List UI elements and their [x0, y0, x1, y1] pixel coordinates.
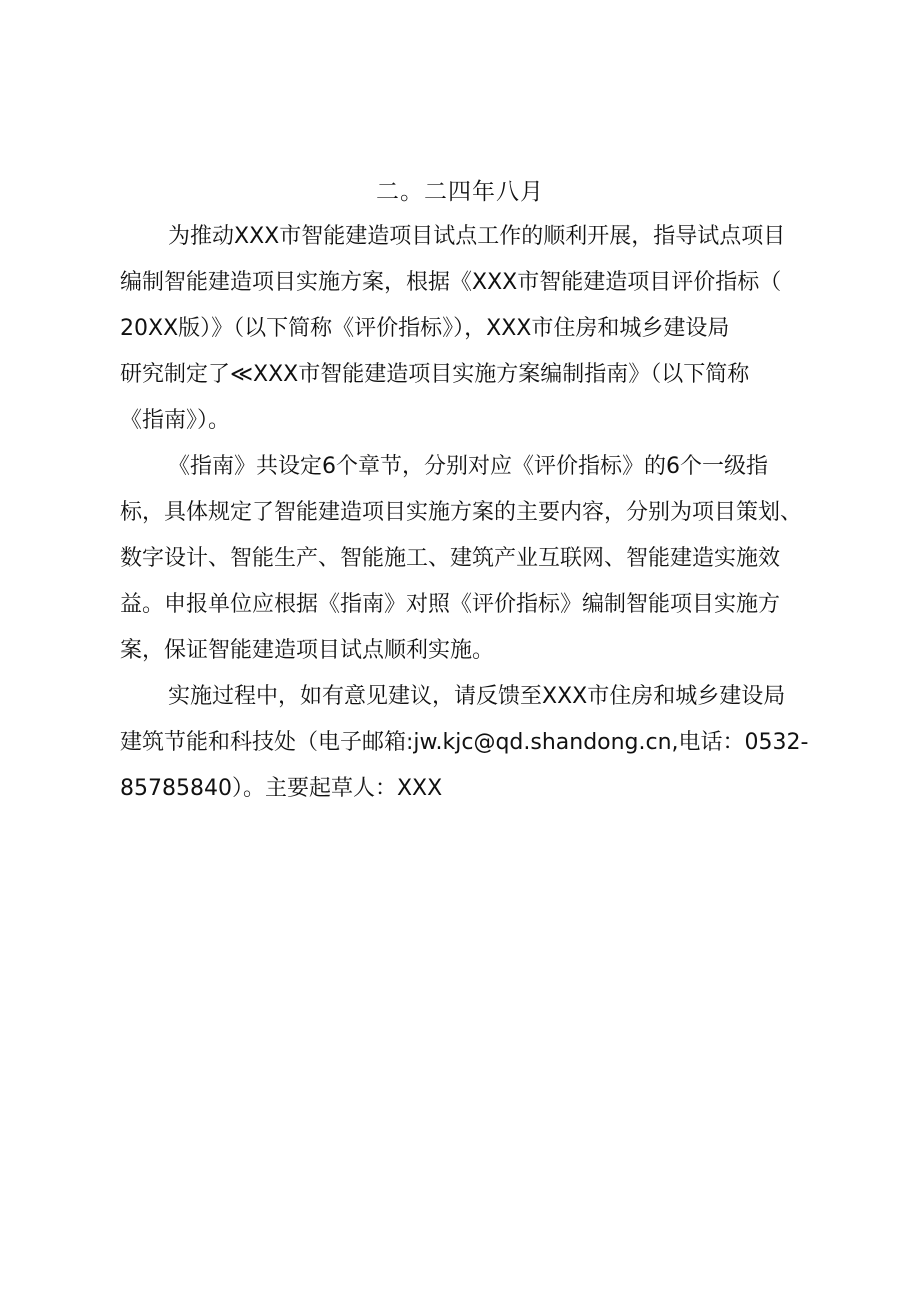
paragraph-line: 实施过程中，如有意见建议，请反馈至XXX市住房和城乡建设局 [168, 684, 786, 709]
paragraph-line: 研究制定了≪XXX市智能建造项目实施方案编制指南》（以下简称 [120, 362, 750, 387]
document-date: 二。二四年八月 [376, 179, 544, 205]
paragraph-line: 《指南》共设定6个章节，分别对应《评价指标》的6个一级指 [168, 454, 768, 479]
paragraph-line: 建筑节能和科技处（电子邮箱:jw.kjc@qd.shandong.cn,电话：0532- [120, 730, 809, 755]
paragraph-line: 85785840）。主要起草人：XXX [120, 776, 443, 801]
paragraph-line: 标，具体规定了智能建造项目实施方案的主要内容，分别为项目策划、 [120, 500, 803, 525]
paragraph-line: 数字设计、智能生产、智能施工、建筑产业互联网、智能建造实施效 [120, 546, 781, 571]
paragraph-chapters [120, 444, 810, 674]
paragraph-line: 《指南》）。 [120, 408, 231, 433]
paragraph-line: 为推动XXX市智能建造项目试点工作的顺利开展，指导试点项目 [168, 224, 786, 249]
paragraph-contact [120, 674, 810, 812]
paragraph-line: 益。申报单位应根据《指南》对照《评价指标》编制智能项目实施方 [120, 592, 781, 617]
paragraph-purpose [120, 214, 810, 444]
paragraph-line: 案，保证智能建造项目试点顺利实施。 [120, 638, 495, 663]
paragraph-line: 20XX版）》（以下简称《评价指标》），XXX市住房和城乡建设局 [120, 316, 730, 341]
paragraph-line: 编制智能建造项目实施方案，根据《XXX市智能建造项目评价指标（ [120, 270, 782, 295]
document-body [120, 214, 810, 812]
